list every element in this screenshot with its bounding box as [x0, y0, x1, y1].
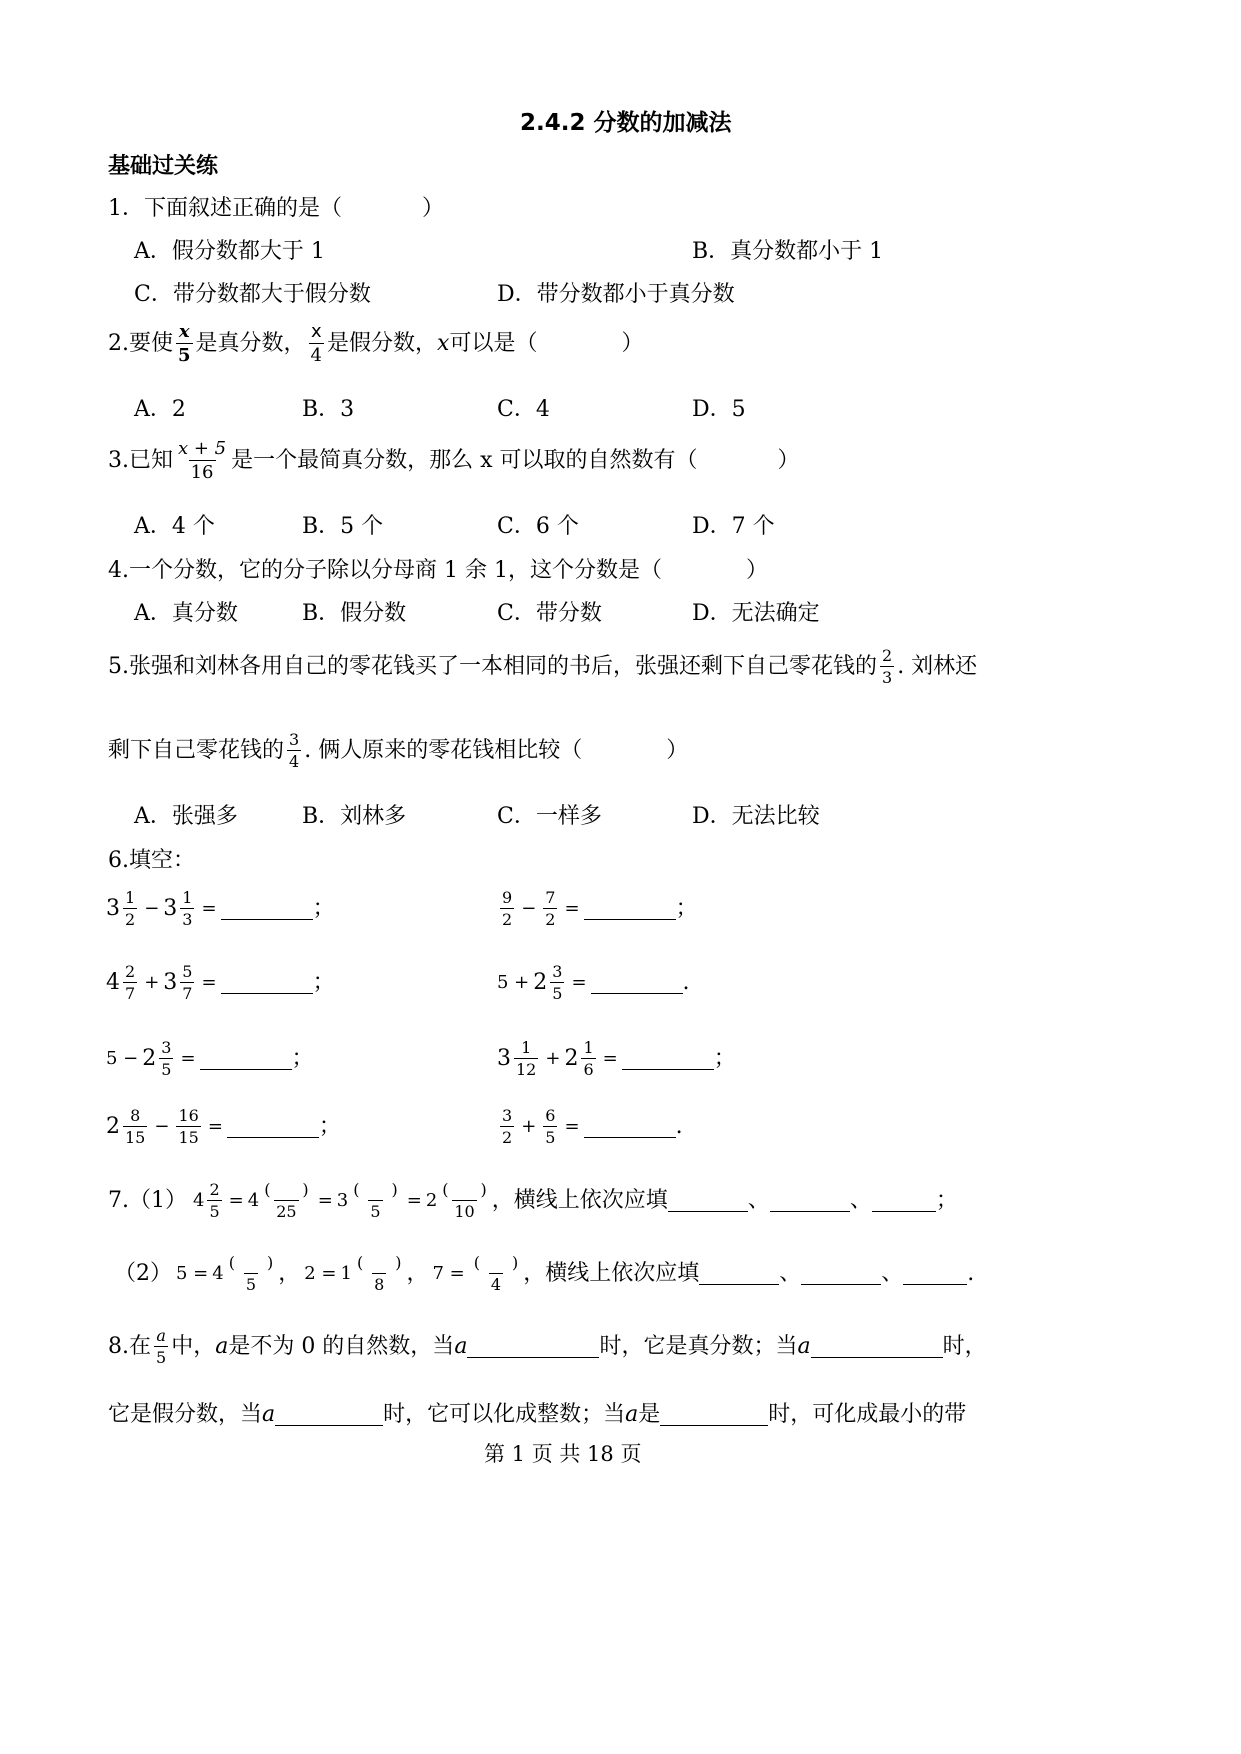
q6-i2-frac-1 [500, 890, 514, 928]
q6-i1-d2: 3 [182, 910, 193, 929]
q6-i6-frac-2 [581, 1040, 595, 1078]
q8-a-1: a [215, 1334, 229, 1359]
q3-fraction [176, 440, 228, 482]
q4-option-b: B．假分数 [302, 601, 407, 626]
q8-a-4: a [262, 1402, 276, 1427]
q5-fraction-1 [880, 648, 894, 686]
q8-blank-4[interactable] [660, 1405, 768, 1426]
q2-option-d: D．5 [692, 397, 746, 422]
q6-i3-end: ； [312, 970, 335, 995]
q6-i8-d2: 5 [545, 1128, 556, 1147]
q2-fraction-1 [176, 323, 193, 365]
q7-p1-t3-whole: 2 [425, 1190, 438, 1211]
q6-i7-answer-blank[interactable] [227, 1117, 319, 1138]
q7-p2-t3-d: 4 [490, 1275, 502, 1294]
q1-stem [108, 198, 444, 220]
q6-item-2 [497, 890, 698, 928]
q6-i3-n1: 2 [125, 962, 136, 981]
q2-post2: 可以是（ [449, 331, 538, 356]
q1-option-b: B．真分数都小于 1 [692, 239, 884, 264]
q1-option-a: A．假分数都大于 1 [134, 239, 325, 264]
q6-i2-frac-2 [543, 890, 557, 928]
q6-i6-end: ； [713, 1046, 736, 1071]
q7-p1-t3-n[interactable]: ( ) [442, 1180, 487, 1199]
q6-i4-whole: 2 [533, 970, 548, 995]
q6-item-4 [497, 964, 690, 1002]
q2-post: 是假分数， [327, 331, 438, 356]
q3-stem [108, 440, 800, 482]
q8-l2a: 它是假分数，当 [108, 1402, 263, 1427]
q6-i1-answer-blank[interactable] [221, 899, 313, 920]
q7-p2-text: ，横线上依次应填 [523, 1261, 700, 1286]
q7-p2-label: （2） [114, 1261, 172, 1286]
q6-i6-whole-1: 3 [497, 1046, 511, 1071]
q8-a-3: a [797, 1334, 811, 1359]
q6-i4-pre: 5 + [497, 972, 530, 993]
q7-p2-t2-n[interactable]: ( ) [356, 1253, 402, 1272]
q5-f2-den: 4 [289, 752, 300, 771]
q3-option-d: D．7 个 [692, 514, 775, 539]
q8-f-den: 5 [156, 1348, 167, 1367]
q6-i8-end: . [675, 1114, 683, 1139]
q5-line-1 [108, 648, 977, 686]
q6-i2-op: − [521, 898, 537, 919]
q6-i3-eq: = [201, 972, 217, 993]
q3-pre: 3.已知 [108, 448, 173, 473]
q7-p1-frac [207, 1182, 221, 1220]
q7-p2-t1-whole: 4 [212, 1263, 224, 1284]
q6-i5-frac [159, 1040, 173, 1078]
q4-option-a: A．真分数 [134, 601, 238, 626]
q5-text-1: 5.张强和刘林各用自己的零花钱买了一本相同的书后，张强还剩下自己零花钱的 [108, 654, 877, 679]
q7-p1-eq-1: = [228, 1190, 244, 1211]
q7-p2-blank-3[interactable] [903, 1264, 967, 1285]
q7-p1-t3-d: 10 [454, 1202, 475, 1221]
q6-i1-d1: 2 [125, 910, 136, 929]
q7-p2-t2-d: 8 [374, 1275, 385, 1294]
q7-p1-eq-2: = [317, 1190, 333, 1211]
q5-text-2b: . 俩人原来的零花钱相比较（ [304, 738, 583, 763]
q1-option-d: D．带分数都小于真分数 [497, 282, 735, 307]
q7-p1-eq-3: = [406, 1190, 422, 1211]
q6-i8-d1: 2 [502, 1128, 513, 1147]
q6-i6-d2: 6 [583, 1060, 594, 1079]
q6-i8-n2: 6 [545, 1106, 556, 1125]
q6-i3-frac-2 [180, 964, 194, 1002]
q7-p1-blank-3[interactable] [872, 1191, 936, 1212]
q8-t2: 是不为 0 的自然数，当 [228, 1334, 455, 1359]
q6-i2-d1: 2 [502, 910, 513, 929]
q6-i3-whole-2: 3 [163, 970, 178, 995]
q8-t1: 中， [171, 1334, 216, 1359]
q6-i3-whole-1: 4 [106, 970, 120, 995]
q6-i4-n: 3 [552, 962, 563, 981]
q6-i7-op: − [154, 1116, 170, 1137]
q7-p1-t2-frac[interactable] [351, 1182, 400, 1220]
q6-item-5 [106, 1040, 314, 1078]
q6-i8-frac-1 [500, 1108, 514, 1146]
q6-i5-eq: = [180, 1048, 196, 1069]
q7-p1-label: 7.（1） [108, 1188, 187, 1213]
section-heading: 基础过关练 [108, 154, 219, 179]
q7-p1-text: ，横线上依次应填 [491, 1188, 668, 1213]
q5-option-b: B．刘林多 [302, 804, 407, 829]
q7-p1-t1-whole: 4 [247, 1190, 260, 1211]
q6-i7-whole-1: 2 [106, 1114, 120, 1139]
q5-close: ） [666, 738, 689, 763]
q6-i4-eq: = [571, 972, 587, 993]
q7-p2-t1-comma: ， [278, 1261, 301, 1286]
q6-item-1 [106, 890, 335, 928]
q6-i5-pre: 5 − [106, 1048, 139, 1069]
q8-line-1 [108, 1328, 987, 1366]
q7-part-2 [114, 1255, 974, 1293]
q2-f1-den: 5 [178, 345, 191, 366]
q6-i7-d1: 15 [125, 1128, 146, 1147]
q5-f1-num: 2 [882, 646, 893, 665]
q7-p2-t1-n[interactable]: ( ) [228, 1253, 274, 1272]
q6-item-8 [497, 1108, 683, 1146]
q6-i3-answer-blank[interactable] [221, 973, 313, 994]
q6-i8-answer-blank[interactable] [584, 1117, 676, 1138]
q6-i7-n1: 8 [130, 1106, 141, 1125]
q7-p1-blank-2[interactable] [770, 1191, 850, 1212]
q5-option-a: A．张强多 [134, 804, 238, 829]
q6-i3-d1: 7 [125, 984, 136, 1003]
q6-i7-d2: 15 [178, 1128, 199, 1147]
q7-p2-t2-lhs: 2 = [304, 1263, 337, 1284]
q7-p1-t1-d: 25 [276, 1202, 297, 1221]
q4-stem-text: 4.一个分数，它的分子除以分母商 1 余 1，这个分数是（ [108, 558, 662, 583]
q7-p2-t1-frac[interactable] [227, 1255, 276, 1293]
q7-p2-t2-frac[interactable] [355, 1255, 404, 1293]
q6-i2-end: ； [675, 896, 698, 921]
q7-p2-sep-2: 、 [881, 1261, 904, 1286]
q3-post: 是一个最简真分数，那么 x 可以取的自然数有（ [231, 448, 698, 473]
q6-i7-frac-1 [123, 1108, 147, 1146]
q5-option-d: D．无法比较 [692, 804, 820, 829]
q2-pre: 2.要使 [108, 331, 173, 356]
q4-stem [108, 560, 768, 582]
q2-mid: 是真分数， [195, 331, 306, 356]
q7-p2-t1-lhs: 5 = [176, 1263, 209, 1284]
q7-p2-t3-lhs: 7 = [432, 1263, 465, 1284]
q6-i1-n2: 1 [182, 888, 193, 907]
q7-p2-end: . [967, 1261, 975, 1286]
q8-line-2 [108, 1404, 966, 1426]
q2-x: x [437, 331, 450, 356]
q8-t4: 时， [942, 1334, 987, 1359]
q5-f1-den: 3 [882, 668, 893, 687]
q6-i6-n2: 1 [583, 1038, 594, 1057]
q6-i1-eq: = [201, 898, 217, 919]
q5-option-c: C．一样多 [497, 804, 602, 829]
q2-option-a: A．2 [134, 397, 186, 422]
q6-i1-n1: 1 [125, 888, 136, 907]
q7-p2-sep-1: 、 [779, 1261, 802, 1286]
q4-option-d: D．无法确定 [692, 601, 820, 626]
q6-i6-eq: = [602, 1048, 618, 1069]
q8-blank-2[interactable] [811, 1337, 943, 1358]
q6-i7-end: ； [318, 1114, 341, 1139]
q7-p1-whole: 4 [193, 1190, 205, 1211]
q7-p1-sep-2: 、 [849, 1188, 872, 1213]
q6-i7-eq: = [207, 1116, 223, 1137]
q6-i5-n: 3 [161, 1038, 172, 1057]
q6-i1-op: − [144, 898, 160, 919]
q7-p2-t2-whole: 1 [340, 1263, 352, 1284]
q6-i2-n1: 9 [502, 888, 513, 907]
q7-p2-t2-comma: ， [406, 1261, 429, 1286]
q7-p2-t3-n[interactable]: ( ) [473, 1253, 519, 1272]
q7-p1-d: 5 [209, 1202, 220, 1221]
q6-i6-op: + [545, 1048, 561, 1069]
q6-i4-frac [550, 964, 564, 1002]
q7-p1-t1-frac[interactable] [262, 1182, 311, 1220]
q8-f-num: a [156, 1326, 166, 1345]
q8-a-2: a [454, 1334, 468, 1359]
q3-option-a: A．4 个 [134, 514, 215, 539]
q1-option-c: C．带分数都大于假分数 [134, 282, 371, 307]
q6-i3-n2: 5 [182, 962, 193, 981]
q6-i4-end: . [682, 970, 690, 995]
q5-text-1b: . 刘林还 [897, 654, 978, 679]
q6-i3-op: + [144, 972, 160, 993]
q8-blank-3[interactable] [275, 1405, 383, 1426]
q7-p1-t2-d: 5 [370, 1202, 381, 1221]
q6-i1-frac-1 [123, 890, 137, 928]
q6-i7-frac-2 [176, 1108, 200, 1146]
q2-f2-num: x [310, 321, 322, 342]
q6-i5-whole: 2 [142, 1046, 157, 1071]
q2-fraction-2 [309, 323, 324, 365]
q6-i6-frac-1 [514, 1040, 538, 1078]
q5-fraction-2 [287, 732, 301, 770]
q6-i1-whole-2: 3 [163, 896, 178, 921]
q5-f2-num: 3 [289, 730, 300, 749]
q6-i5-end: ； [291, 1046, 314, 1071]
q6-i5-answer-blank[interactable] [200, 1049, 292, 1070]
q2-close: ） [621, 331, 644, 356]
q5-line-2 [108, 732, 688, 770]
q3-f-den: 16 [190, 462, 214, 483]
q7-p1-n: 2 [209, 1180, 220, 1199]
q6-i3-frac-1 [123, 964, 137, 1002]
q6-i4-answer-blank[interactable] [591, 973, 683, 994]
q6-i6-n1: 1 [521, 1038, 532, 1057]
q7-p2-t3-frac[interactable] [472, 1255, 521, 1293]
q3-f-num: x + 5 [178, 438, 227, 459]
q6-i1-frac-2 [180, 890, 194, 928]
q7-p1-t2-whole: 3 [336, 1190, 349, 1211]
q8-a-5: a [625, 1402, 639, 1427]
q2-f1-num: x [178, 321, 190, 342]
q6-item-3 [106, 964, 335, 1002]
q8-pre: 8.在 [108, 1334, 151, 1359]
q6-i1-end: ； [312, 896, 335, 921]
q6-i8-op: + [521, 1116, 537, 1137]
q2-option-c: C．4 [497, 397, 550, 422]
page-title: 2.4.2 分数的加减法 [520, 110, 732, 136]
q2-f2-den: 4 [310, 345, 322, 366]
q6-i7-n2: 16 [178, 1106, 199, 1125]
q6-item-7 [106, 1108, 341, 1146]
q7-p2-blank-2[interactable] [801, 1264, 881, 1285]
q6-i5-d: 5 [161, 1060, 172, 1079]
q6-item-6 [497, 1040, 736, 1078]
q6-i2-d2: 2 [545, 910, 556, 929]
q8-l2d: 时，可化成最小的带 [768, 1402, 967, 1427]
q8-fraction [154, 1328, 168, 1366]
q3-close: ） [777, 448, 800, 473]
q6-i3-d2: 7 [182, 984, 193, 1003]
q7-p1-blank-1[interactable] [668, 1191, 748, 1212]
q6-stem: 6.填空： [108, 848, 195, 873]
q6-i1-whole-1: 3 [106, 896, 120, 921]
q1-stem-text: 1．下面叙述正确的是（ [108, 196, 342, 221]
q7-p2-blank-1[interactable] [699, 1264, 779, 1285]
q6-i6-whole-2: 2 [564, 1046, 579, 1071]
q4-close: ） [745, 558, 768, 583]
q2-stem [108, 323, 643, 365]
q8-l2b: 时，它可以化成整数；当 [383, 1402, 626, 1427]
q2-option-b: B．3 [302, 397, 355, 422]
q7-p1-t3-frac[interactable] [440, 1182, 489, 1220]
q6-i8-frac-2 [543, 1108, 557, 1146]
q7-p1-sep-1: 、 [747, 1188, 770, 1213]
q6-i2-n2: 7 [545, 888, 556, 907]
q3-option-b: B．5 个 [302, 514, 384, 539]
q8-l2c: 是 [638, 1402, 661, 1427]
q6-i4-d: 5 [552, 984, 563, 1003]
q6-i2-answer-blank[interactable] [584, 899, 676, 920]
q3-option-c: C．6 个 [497, 514, 579, 539]
q5-text-2: 剩下自己零花钱的 [108, 738, 285, 763]
page-footer: 第 1 页 共 18 页 [484, 1442, 642, 1466]
q7-p1-t2-n[interactable]: ( ) [353, 1180, 398, 1199]
q7-p1-t1-n[interactable]: ( ) [264, 1180, 309, 1199]
q7-part-1 [108, 1182, 958, 1220]
q6-i8-eq: = [564, 1116, 580, 1137]
q6-i6-d1: 12 [516, 1060, 537, 1079]
q7-p1-end: ； [935, 1188, 958, 1213]
q8-blank-1[interactable] [467, 1337, 599, 1358]
q6-i6-answer-blank[interactable] [622, 1049, 714, 1070]
q4-option-c: C．带分数 [497, 601, 602, 626]
q6-i8-n1: 3 [502, 1106, 513, 1125]
q6-i2-eq: = [564, 898, 580, 919]
q8-t3: 时，它是真分数；当 [599, 1334, 798, 1359]
q1-close: ） [422, 196, 445, 221]
q7-p2-t1-d: 5 [245, 1275, 257, 1294]
